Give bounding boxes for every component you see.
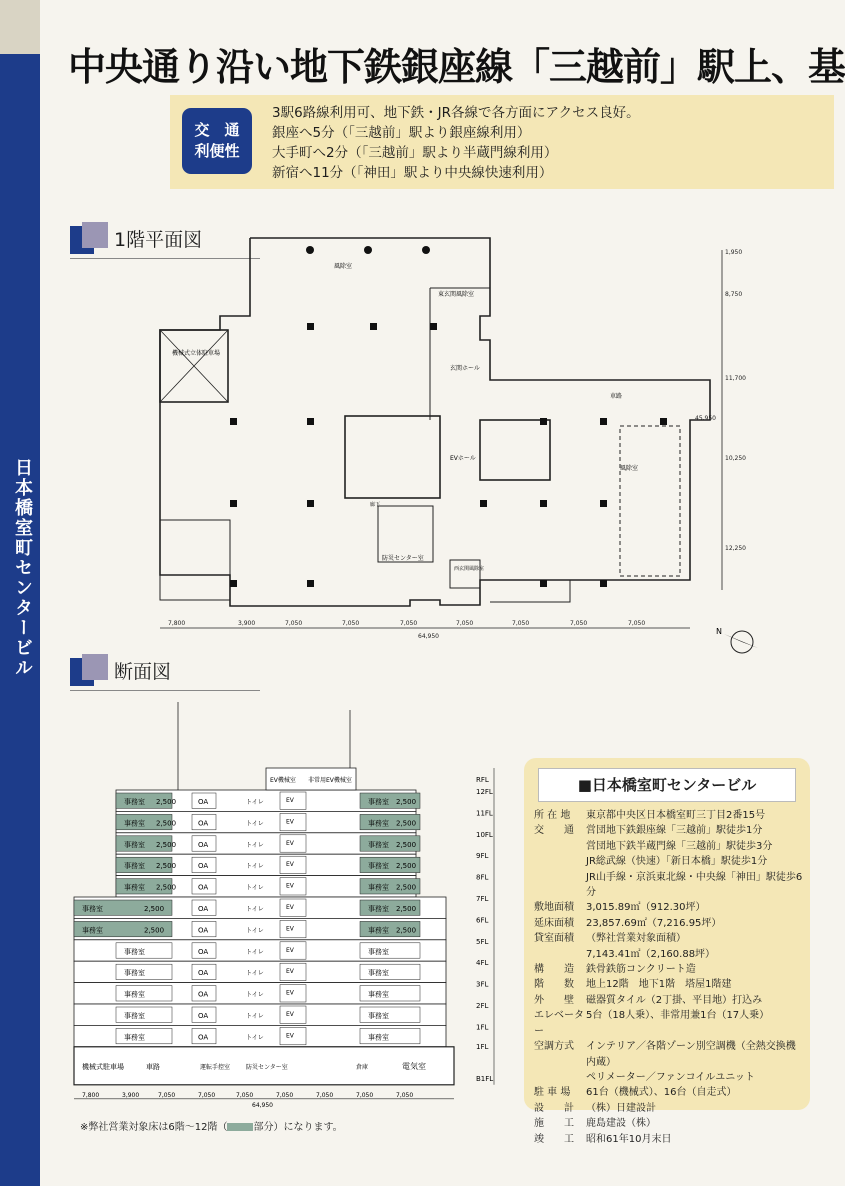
info-row <box>534 900 804 915</box>
room-label: 風除室 <box>620 465 639 472</box>
office-label: 事務室 <box>82 905 103 913</box>
info-value: 営団地下鉄半蔵門線「三越前」駅徒歩3分 <box>586 840 773 852</box>
toilet-label: トイレ <box>246 884 264 892</box>
section-drawing <box>66 700 522 1120</box>
dim-label: 3,900 <box>122 1091 140 1099</box>
access-line: 銀座へ5分（「三越前」駅より銀座線利用） <box>272 125 531 141</box>
toilet-label: トイレ <box>246 1013 264 1020</box>
storage-label: 倉庫 <box>356 1063 369 1071</box>
headline: 中央通り沿い地下鉄銀座線「三越前」駅上、基 <box>68 44 845 89</box>
office-label: 事務室 <box>124 1033 145 1042</box>
office-label: 事務室 <box>368 905 389 913</box>
ev-label: EV <box>286 1011 294 1018</box>
info-key: 駐 車 場 <box>534 1087 571 1099</box>
ev-label: EV <box>286 818 294 826</box>
office-label: 事務室 <box>368 840 389 849</box>
info-key: 空調方式 <box>534 1041 574 1053</box>
footnote-after: 部分）になります。 <box>253 1122 343 1133</box>
sidebar-band <box>0 0 40 54</box>
side-dim: 12,250 <box>725 545 746 552</box>
office-label: 事務室 <box>368 1033 389 1042</box>
office-label: 事務室 <box>368 862 389 871</box>
floor-label: 1FL <box>476 1023 489 1032</box>
office-area: 2,500 <box>396 798 417 806</box>
room-label: 車路 <box>610 393 623 400</box>
floor-label: 9FL <box>476 852 489 861</box>
info-row <box>534 962 804 977</box>
dim-label: 7,050 <box>570 620 588 627</box>
info-row <box>534 808 804 823</box>
dim-label: 7,800 <box>168 620 186 627</box>
office-area: 2,500 <box>156 883 177 892</box>
floor-label: 10FL <box>476 830 493 839</box>
toilet-label: トイレ <box>246 927 264 935</box>
info-key: 敷地面積 <box>534 902 574 914</box>
oa-label: OA <box>198 990 209 999</box>
oa-label: OA <box>198 840 209 849</box>
dim-label: 7,050 <box>400 620 418 627</box>
oa-label: OA <box>198 969 209 978</box>
info-row <box>534 1039 804 1070</box>
office-label: 事務室 <box>124 883 145 892</box>
ev-machine-label: 非常用EV機械室 <box>308 777 352 784</box>
info-row <box>534 993 804 1008</box>
access-line: 新宿へ11分（「神田」駅より中央線快速利用） <box>272 165 553 181</box>
office-area: 2,500 <box>396 862 417 871</box>
info-value: JR山手線・京浜東北線・中央線「神田」駅徒歩6分 <box>586 871 803 899</box>
dim-total: 64,950 <box>252 1101 273 1109</box>
office-label: 事務室 <box>368 883 389 892</box>
side-dim: 11,700 <box>725 375 746 382</box>
dim-label: 7,050 <box>628 620 646 627</box>
svg-text:N: N <box>716 627 722 636</box>
floor-label: 1FL <box>476 1042 489 1051</box>
ev-machine-label: EV機械室 <box>270 777 296 784</box>
elec-label: 電気室 <box>402 1061 426 1071</box>
dim-label: 7,050 <box>198 1091 216 1099</box>
oa-label: OA <box>198 905 209 913</box>
floor-label: 3FL <box>476 980 489 989</box>
room-label: 防災センター室 <box>382 555 424 562</box>
info-key <box>534 870 586 901</box>
left-sidebar <box>0 0 40 1186</box>
floor-label: 7FL <box>476 895 489 903</box>
ev-label: EV <box>286 925 294 933</box>
dim-label: 7,050 <box>158 1091 176 1099</box>
office-label: 事務室 <box>124 862 145 871</box>
access-line: 3駅6路線利用可、地下鉄・JR各線で各方面にアクセス良好。 <box>272 105 640 121</box>
ev-label: EV <box>286 968 294 976</box>
floor-label: B1FL <box>476 1074 494 1083</box>
info-value: 東京都中央区日本橋室町三丁目2番15号 <box>586 810 766 821</box>
room-label: 風除室 <box>334 263 353 270</box>
info-key: 構 造 <box>534 964 574 976</box>
info-key: 設 計 <box>534 1102 574 1114</box>
info-row <box>534 977 804 992</box>
vent-label: 運転手控室 <box>200 1063 231 1071</box>
section-title: 断面図 <box>114 660 172 683</box>
info-key: 竣 工 <box>534 1133 574 1145</box>
info-row <box>534 931 804 946</box>
office-label: 事務室 <box>368 990 389 999</box>
access-badge <box>182 108 252 174</box>
ev-label: EV <box>286 989 294 997</box>
info-row <box>534 1132 804 1147</box>
info-value: 営団地下鉄銀座線「三越前」駅徒歩1分 <box>586 825 763 837</box>
info-value: インテリア／各階ゾーン別空調機（全熱交換機内蔵） <box>586 1041 796 1068</box>
parking-label: 機械式駐車場 <box>82 1062 124 1071</box>
info-value: 3,015.89㎡（912.30坪） <box>586 902 706 914</box>
info-rows <box>534 808 804 1147</box>
access-panel <box>170 95 834 189</box>
info-row <box>534 823 804 838</box>
office-label: 事務室 <box>368 969 389 978</box>
dim-label: 3,900 <box>238 620 256 627</box>
office-label: 事務室 <box>124 840 145 849</box>
info-row <box>534 947 804 962</box>
office-label: 事務室 <box>124 1012 145 1020</box>
floor-label: 4FL <box>476 959 489 968</box>
section-heading <box>70 654 171 686</box>
office-label: 事務室 <box>124 819 145 828</box>
oa-label: OA <box>198 1033 209 1042</box>
info-key <box>534 839 586 854</box>
office-label: 事務室 <box>368 798 389 806</box>
room-label: 西玄関風除室 <box>454 566 485 572</box>
info-value: 61台（機械式）、16台（自走式） <box>586 1087 737 1099</box>
sidebar-building-name: 日本橋室町センタービル <box>12 458 33 678</box>
oa-label: OA <box>198 947 209 956</box>
ev-label: EV <box>286 839 294 847</box>
dim-label: 7,050 <box>356 1091 374 1099</box>
info-row <box>534 854 804 869</box>
info-value: ペリメーター／ファンコイルユニット <box>586 1071 755 1083</box>
toilet-label: トイレ <box>246 970 264 978</box>
office-label: 事務室 <box>368 819 389 828</box>
room-label: 玄関ホール <box>450 365 480 372</box>
toilet-label: トイレ <box>246 841 264 849</box>
floor-plan-drawing <box>150 230 746 650</box>
info-row <box>534 1085 804 1100</box>
footnote <box>80 1118 343 1133</box>
office-label: 事務室 <box>368 926 389 935</box>
side-dim: 10,250 <box>725 455 746 462</box>
access-badge-line2: 利便性 <box>194 142 240 160</box>
info-value: 鉄骨鉄筋コンクリート造 <box>586 964 696 976</box>
info-key: 交 通 <box>534 825 574 837</box>
dim-label: 7,050 <box>285 620 303 627</box>
floor-label: RFL <box>476 776 489 784</box>
room-label: 東玄関風除室 <box>438 291 475 298</box>
floor-plan-title: 1階平面図 <box>114 228 203 251</box>
access-line: 大手町へ2分（「三越前」駅より半蔵門線利用） <box>272 145 558 161</box>
info-key: 貸室面積 <box>534 933 574 945</box>
office-label: 事務室 <box>124 798 145 806</box>
office-label: 事務室 <box>124 990 145 999</box>
dim-label: 7,050 <box>236 1091 254 1099</box>
info-key: 施 工 <box>534 1118 574 1130</box>
dim-label: 7,050 <box>342 620 360 627</box>
office-area: 2,500 <box>156 798 177 806</box>
info-value: 磁器質タイル（2丁掛、平目地）打込み <box>586 994 763 1006</box>
footnote-before: ※弊社営業対象床は6階〜12階（ <box>80 1122 228 1133</box>
floor-label: 6FL <box>476 916 489 925</box>
info-key: 延床面積 <box>534 917 574 929</box>
dim-label: 7,050 <box>396 1091 414 1099</box>
dim-label: 7,050 <box>316 1091 334 1099</box>
office-area: 2,500 <box>396 905 417 913</box>
room-label: EVホール <box>450 455 476 462</box>
info-key: 外 壁 <box>534 994 574 1006</box>
office-area: 2,500 <box>396 819 417 828</box>
room-label: 機械式立体駐車場 <box>172 350 221 357</box>
office-label: 事務室 <box>368 947 389 956</box>
office-area: 2,500 <box>144 905 165 913</box>
room-label: 廊下 <box>370 502 381 508</box>
access-lines <box>272 103 640 183</box>
info-key: 所 在 地 <box>534 810 571 821</box>
office-area: 2,500 <box>144 926 165 935</box>
floor-label: 11FL <box>476 809 493 818</box>
ev-label: EV <box>286 797 294 804</box>
car-path-label: 車路 <box>146 1062 160 1071</box>
info-key <box>534 1070 586 1085</box>
info-value: 地上12階 地下1階 塔屋1階建 <box>586 979 732 991</box>
dim-label: 7,050 <box>512 620 530 627</box>
office-area: 2,500 <box>156 862 177 871</box>
office-area: 2,500 <box>396 840 417 849</box>
office-label: 事務室 <box>368 1012 389 1020</box>
oa-label: OA <box>198 1012 209 1020</box>
info-value: 鹿島建設（株） <box>586 1118 656 1130</box>
oa-label: OA <box>198 883 209 892</box>
toilet-label: トイレ <box>246 991 264 999</box>
office-label: 事務室 <box>82 926 103 935</box>
legend-swatch <box>227 1123 253 1131</box>
ev-label: EV <box>286 946 294 954</box>
toilet-label: トイレ <box>246 948 264 956</box>
access-badge-line1: 交 通 <box>194 121 240 139</box>
ev-label: EV <box>286 1032 294 1040</box>
info-row <box>534 1101 804 1116</box>
toilet-label: トイレ <box>246 799 264 806</box>
dim-label: 7,800 <box>82 1091 100 1099</box>
info-value: 23,857.69㎡（7,216.95坪） <box>586 917 722 929</box>
office-area: 2,500 <box>396 926 417 935</box>
north-arrow-icon <box>714 622 764 662</box>
info-value: 7,143.41㎡（2,160.88坪） <box>586 948 716 960</box>
info-row <box>534 839 804 854</box>
ev-label: EV <box>286 882 294 890</box>
bunker-label: 防災センター室 <box>246 1063 288 1071</box>
office-label: 事務室 <box>124 969 145 978</box>
floor-label: 5FL <box>476 937 489 946</box>
heading-mark-icon <box>70 222 108 254</box>
dim-label: 7,050 <box>456 620 474 627</box>
office-area: 2,500 <box>156 840 177 849</box>
side-dim: 1,950 <box>725 249 743 256</box>
ev-label: EV <box>286 861 294 869</box>
info-value: （株）日建設計 <box>586 1102 656 1114</box>
info-key: 階 数 <box>534 979 574 991</box>
floor-label: 8FL <box>476 873 489 882</box>
info-value: 5台（18人乗）、非常用兼1台（17人乗） <box>586 1010 770 1022</box>
side-dim: 8,750 <box>725 291 743 298</box>
toilet-label: トイレ <box>246 863 264 871</box>
info-row <box>534 870 804 901</box>
office-label: 事務室 <box>124 947 145 956</box>
floor-label: 2FL <box>476 1002 489 1010</box>
heading-rule <box>70 690 260 691</box>
oa-label: OA <box>198 798 209 806</box>
dim-total: 64,950 <box>418 633 439 640</box>
side-total: 45,950 <box>695 415 716 422</box>
office-area: 2,500 <box>156 819 177 828</box>
info-value: 昭和61年10月末日 <box>586 1133 672 1145</box>
oa-label: OA <box>198 862 209 871</box>
info-value: （弊社営業対象面積） <box>586 933 686 945</box>
toilet-label: トイレ <box>246 1034 264 1042</box>
info-title: ■日本橋室町センタービル <box>538 768 796 802</box>
office-area: 2,500 <box>396 883 417 892</box>
info-key: エレベーター <box>534 1010 584 1037</box>
floor-label: 12FL <box>476 788 493 796</box>
toilet-label: トイレ <box>246 906 264 913</box>
toilet-label: トイレ <box>246 820 264 828</box>
info-row <box>534 1116 804 1131</box>
dim-label: 7,050 <box>276 1091 294 1099</box>
info-row <box>534 1008 804 1039</box>
oa-label: OA <box>198 926 209 935</box>
oa-label: OA <box>198 819 209 828</box>
heading-mark-icon <box>70 654 108 686</box>
building-info-box <box>524 758 810 1145</box>
info-value: JR総武線（快速）「新日本橋」駅徒歩1分 <box>586 856 768 868</box>
info-row <box>534 1070 804 1085</box>
ev-label: EV <box>286 904 294 911</box>
info-key <box>534 947 586 962</box>
info-row <box>534 916 804 931</box>
info-key <box>534 854 586 869</box>
